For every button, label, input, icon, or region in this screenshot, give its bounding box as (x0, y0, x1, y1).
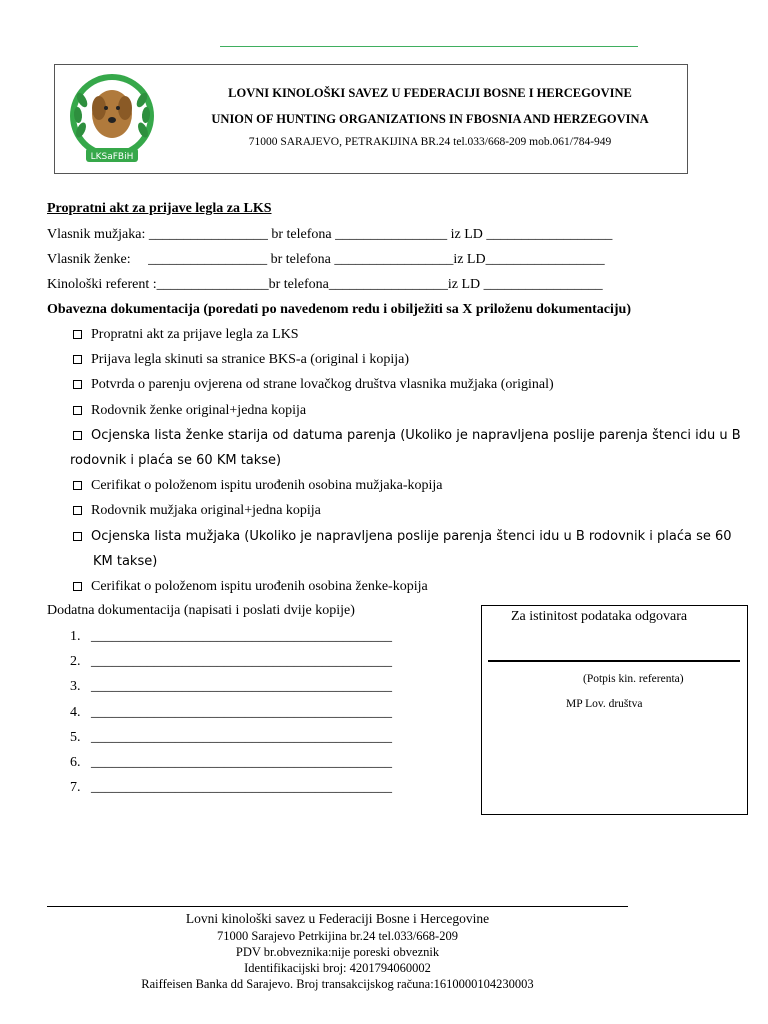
org-name-bosnian: LOVNI KINOLOŠKI SAVEZ U FEDERACIJI BOSNE I HERCEGOVINE (228, 86, 632, 100)
checkbox-icon[interactable] (73, 481, 82, 490)
checklist-item[interactable]: Potvrda o parenju ovjerena od strane lovačkog društva vlasnika mužjaka (original) (73, 377, 554, 393)
stamp-label: MP Lov. društva (566, 698, 643, 710)
signature-line[interactable] (488, 660, 740, 662)
checkbox-icon[interactable] (73, 380, 82, 389)
checklist-item[interactable]: Cerifikat o položenom ispitu urođenih osobina mužjaka-kopija (73, 478, 442, 494)
footer-vat: PDV br.obveznika:nije poreski obveznik (235, 945, 440, 959)
footer-org-name: Lovni kinološki savez u Federaciji Bosne i Hercegovine (185, 911, 490, 926)
numbered-blank-line[interactable]: 4. ___________________________________________ (70, 705, 392, 720)
checkbox-icon[interactable] (73, 355, 82, 364)
checklist-item[interactable]: Prijava legla skinuti sa stranice BKS-a (original i kopija) (73, 352, 409, 368)
numbered-blank-line[interactable]: 6. ___________________________________________ (70, 755, 392, 770)
mandatory-docs-heading: Obavezna dokumentacija (poredati po navedenom redu i obilježiti sa X priloženu dokumentaciju) (47, 302, 632, 317)
signature-caption: (Potpis kin. referenta) (583, 673, 684, 685)
checklist-item[interactable]: Propratni akt za prijave legla za LKS (73, 327, 299, 343)
footer-bank-account: Raiffeisen Banka dd Sarajevo. Broj transakcijskog računa:1610000104230003 (141, 977, 534, 991)
checklist-item-continuation: KM takse) (93, 554, 158, 569)
checklist-item[interactable]: Rodovnik ženke original+jedna kopija (73, 403, 306, 419)
checkbox-icon[interactable] (73, 431, 82, 440)
form-title: Propratni akt za prijave legla za LKS (47, 201, 272, 216)
top-divider (220, 46, 638, 47)
checkbox-icon[interactable] (73, 330, 82, 339)
numbered-blank-line[interactable]: 2. ___________________________________________ (70, 654, 392, 669)
checklist-item[interactable]: Ocjenska lista ženke starija od datuma parenja (Ukoliko je napravljena poslije parenja štenci idu u B (73, 428, 741, 443)
org-address: 71000 SARAJEVO, PETRAKIJINA BR.24 tel.033/668-209 mob.061/784-949 (248, 136, 612, 148)
female-owner-line: Vlasnik ženke: _________________ br telefona _________________iz LD_________________ (47, 252, 605, 267)
checkbox-icon[interactable] (73, 532, 82, 541)
signature-box (481, 605, 748, 815)
org-name-english: UNION OF HUNTING ORGANIZATIONS IN FBOSNIA AND HERZEGOVINA (211, 112, 649, 126)
male-owner-line: Vlasnik mužjaka: _________________ br telefona ________________ iz LD __________________ (47, 227, 613, 242)
additional-docs-heading: Dodatna dokumentacija (napisati i poslati dvije kopije) (47, 603, 355, 618)
checklist-item[interactable]: Rodovnik mužjaka original+jedna kopija (73, 503, 321, 519)
checkbox-icon[interactable] (73, 506, 82, 515)
checklist-item[interactable]: Ocjenska lista mužjaka (Ukoliko je napravljena poslije parenja štenci idu u B rodovnik i plaća se 60 (73, 529, 732, 544)
checkbox-icon[interactable] (73, 406, 82, 415)
footer-id-number: Identifikacijski broj: 4201794060002 (244, 961, 431, 975)
footer-address: 71000 Sarajevo Petrkijina br.24 tel.033/668-209 (217, 929, 458, 943)
numbered-blank-line[interactable]: 7. ___________________________________________ (70, 780, 392, 795)
checklist-item-continuation: rodovnik i plaća se 60 KM takse) (70, 453, 282, 468)
checkbox-icon[interactable] (73, 582, 82, 591)
footer-divider (47, 906, 628, 907)
numbered-blank-line[interactable]: 3. ___________________________________________ (70, 679, 392, 694)
checklist-item[interactable]: Cerifikat o položenom ispitu urođenih osobina ženke-kopija (73, 579, 428, 595)
numbered-blank-line[interactable]: 1. ___________________________________________ (70, 629, 392, 644)
referent-line: Kinološki referent :________________br telefona_________________iz LD _________________ (47, 277, 603, 292)
numbered-blank-line[interactable]: 5. ___________________________________________ (70, 730, 392, 745)
signature-box-heading: Za istinitost podataka odgovara (511, 609, 688, 624)
logo-text: LKSaFBiH (90, 152, 134, 162)
